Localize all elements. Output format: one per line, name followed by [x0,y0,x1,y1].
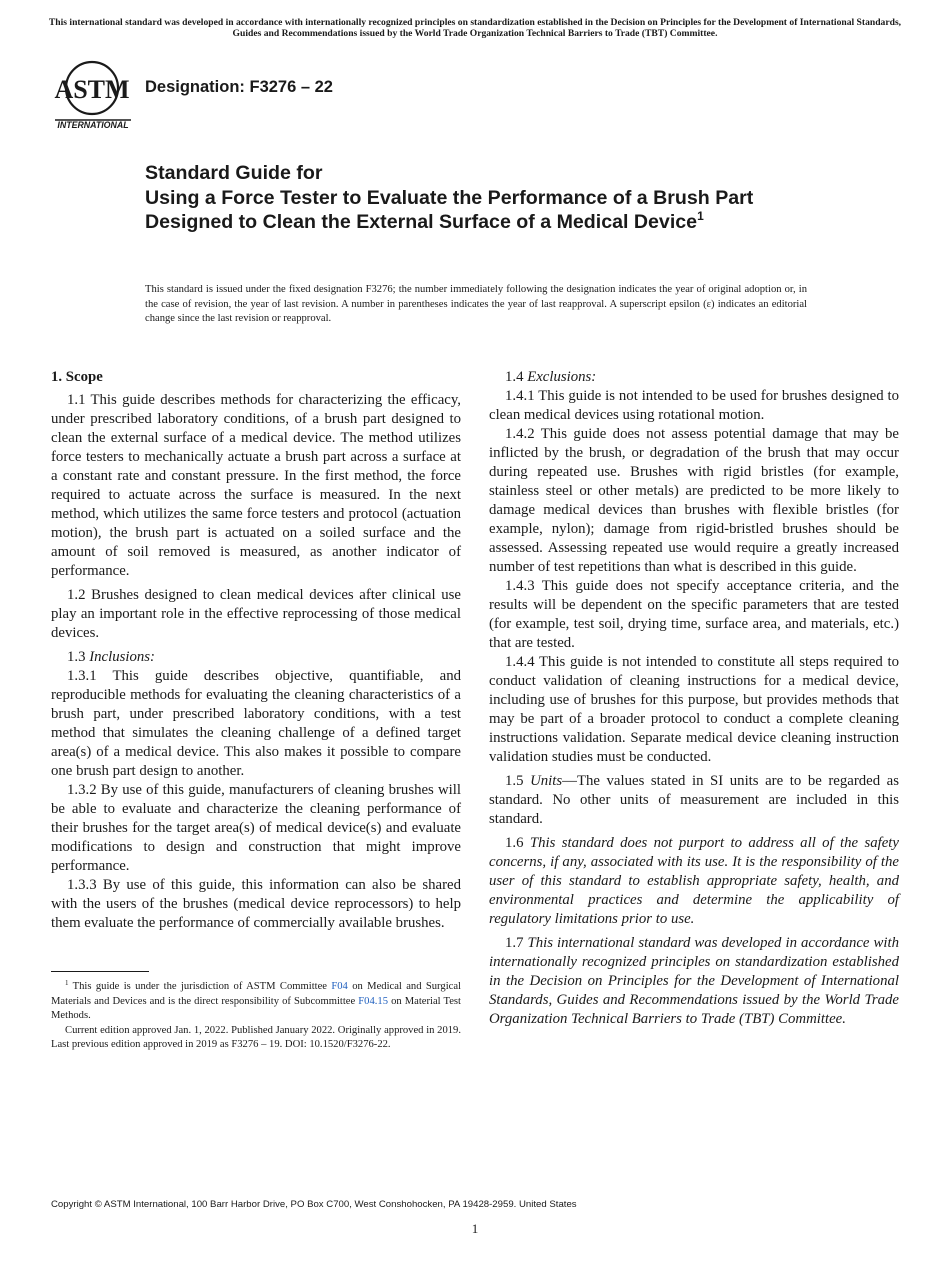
paragraph-1-3-2: 1.3.2 By use of this guide, manufacturers of cleaning brushes will be able to evaluate and characterize the cleaning performance of their brushes for the target area(s) of medical device(s) and evaluate modifications to design and construction that might improve performance. [51,782,461,874]
left-column [51,368,461,933]
paragraph-1-4-3: 1.4.3 This guide does not specify acceptance criteria, and the results will be dependent on the specific parameters that are tested (for example, test soil, drying time, surface area, and materials, etc.) that are tested. [489,578,899,651]
paragraph-1-5-text: —The values stated in SI units are to be regarded as standard. No other units of measurement are included in this standard. [489,773,900,827]
paragraph-1-5-label: Units [530,773,563,789]
paragraph-1-4-number: 1.4 [505,369,528,385]
logo-subtext: INTERNATIONAL [57,120,129,130]
paragraph-1-4-label: Exclusions: [527,369,597,385]
footnote-1-text-b: on Medical and Surgical Materials and Devices and is the direct responsibility of Subcommittee [51,981,461,1007]
copyright-line: Copyright © ASTM International, 100 Barr Harbor Drive, PO Box C700, West Conshohocken, PA 19428-2959. United States [51,1199,577,1210]
paragraph-1-4-1: 1.4.1 This guide is not intended to be used for brushes designed to clean medical devices using rotational motion. [489,388,899,423]
paragraph-1-3-3: 1.3.3 By use of this guide, this information can also be shared with the users of the brushes (medical device reprocessors) to help them evaluate the performance of commercially available brushes. [51,877,461,931]
paragraph-1-5-number: 1.5 [505,773,531,789]
footnote-1 [51,980,461,1024]
paragraph-1-3-label: Inclusions: [89,649,155,665]
logo-lettering: ASTM [54,75,130,104]
subcommittee-f04-15-link[interactable]: F04.15 [358,995,388,1007]
committee-f04-link[interactable]: F04 [331,981,348,992]
paragraph-1-4-4: 1.4.4 This guide is not intended to constitute all steps required to conduct validation of cleaning instructions for a medical device, including use of brushes for this purpose, but provides methods that may be part of a broader protocol to conduct a complete cleaning instructions validation. Separate medical device cleaning instruction validation studies must be conducted. [489,654,899,765]
paragraph-1-3 [51,648,461,667]
title-footnote-mark[interactable]: 1 [697,209,704,223]
footnote-edition: Current edition approved Jan. 1, 2022. Published January 2022. Originally approved in 2019. Last previous edition approved in 2019 as F3276 – 19. DOI: 10.1520/F3276-22. [51,1024,461,1051]
paragraph-1-7-number: 1.7 [505,935,528,951]
paragraph-1-4-2: 1.4.2 This guide does not assess potential damage that may be inflicted by the brush, or degradation of the brush that may occur during repeated use. Brushes with rigid bristles (for example, stainless steel or other metals) are predicted to be more likely to damage medical devices than brushes with flexible bristles (for example, nylon); damage from rigid-bristled brushes should be assessed. Assessing repeated use would require a greatly increased number of test repetitions than what is described in this guide. [489,426,899,575]
footnote-1-mark: 1 [65,979,69,987]
paragraph-1-4 [489,368,899,387]
document-title [145,161,845,235]
paragraph-1-6-number: 1.6 [505,835,530,851]
right-column [489,368,899,1029]
footnote-1-text-a: This guide is under the jurisdiction of ASTM Committee [68,981,332,992]
title-line1: Standard Guide for [145,162,323,184]
designation: Designation: F3276 – 22 [145,78,333,96]
footnote-divider [51,971,149,972]
paragraph-1-7 [489,934,899,1029]
title-main-text: Using a Force Tester to Evaluate the Performance of a Brush Part Designed to Clean the External Surface of a Medical Device [145,186,754,233]
paragraph-1-6-text: This standard does not purport to address all of the safety concerns, if any, associated with its use. It is the responsibility of the user of this standard to establish appropriate safety, health, and environmental practices and determine the applicability of regulatory limitations prior to use. [489,835,899,927]
issue-statement: This standard is issued under the fixed designation F3276; the number immediately following the designation indicates the year of original adoption or, in the case of revision, the year of last revision. A number in parentheses indicates the year of last reapproval. A superscript epsilon (ε) indicates an editorial change since the last revision or reapproval. [145,284,807,325]
title-main [145,186,845,235]
paragraph-1-1: 1.1 This guide describes methods for characterizing the efficacy, under prescribed laboratory conditions, of a brush part designed to clean the external surface of a medical device. The method utilizes force testers to mechanically actuate a brush part across a surface at a constant rate and constant pressure. In the first method, the force required to actuate across the surface is measured. In the next method, which utilizes the same force testers and protocol (actuation motion), the brush part is actuated on a soiled surface and the amount of soil removed is measured, as another indicator of performance. [51,392,461,579]
paragraph-1-5 [489,772,899,829]
footnotes [51,980,461,1053]
astm-logo [52,56,134,132]
paragraph-1-3-number: 1.3 [67,649,90,665]
top-notice: This international standard was developed in accordance with internationally recognized principles on standardization established in the Decision on Principles for the Development of International Standards, Guides and Recommendations issued by the World Trade Organization Technical Barriers to Trade (TBT) Committee. [48,17,902,39]
footnote-1-text-c: on Material Test Methods. [51,995,461,1022]
section-heading-scope: 1. Scope [51,369,103,385]
paragraph-1-2: 1.2 Brushes designed to clean medical devices after clinical use play an important role in the effective reprocessing of those medical devices. [51,587,461,641]
page-number: 1 [471,1221,479,1236]
paragraph-1-3-1: 1.3.1 This guide describes objective, quantifiable, and reproducible methods for evaluating the cleaning characteristics of a brush part, under prescribed laboratory conditions, with a test method that simulates the cleaning challenge of a defined target area(s) of a medical device. This also makes it possible to compare one brush part design to another. [51,668,461,779]
paragraph-1-7-text: This international standard was developed in accordance with internationally recognized principles on standardization established in the Decision on Principles for the Development of International Standards, Guides and Recommendations issued by the World Trade Organization Technical Barriers to Trade (TBT) Committee. [489,935,899,1027]
paragraph-1-6 [489,834,899,929]
